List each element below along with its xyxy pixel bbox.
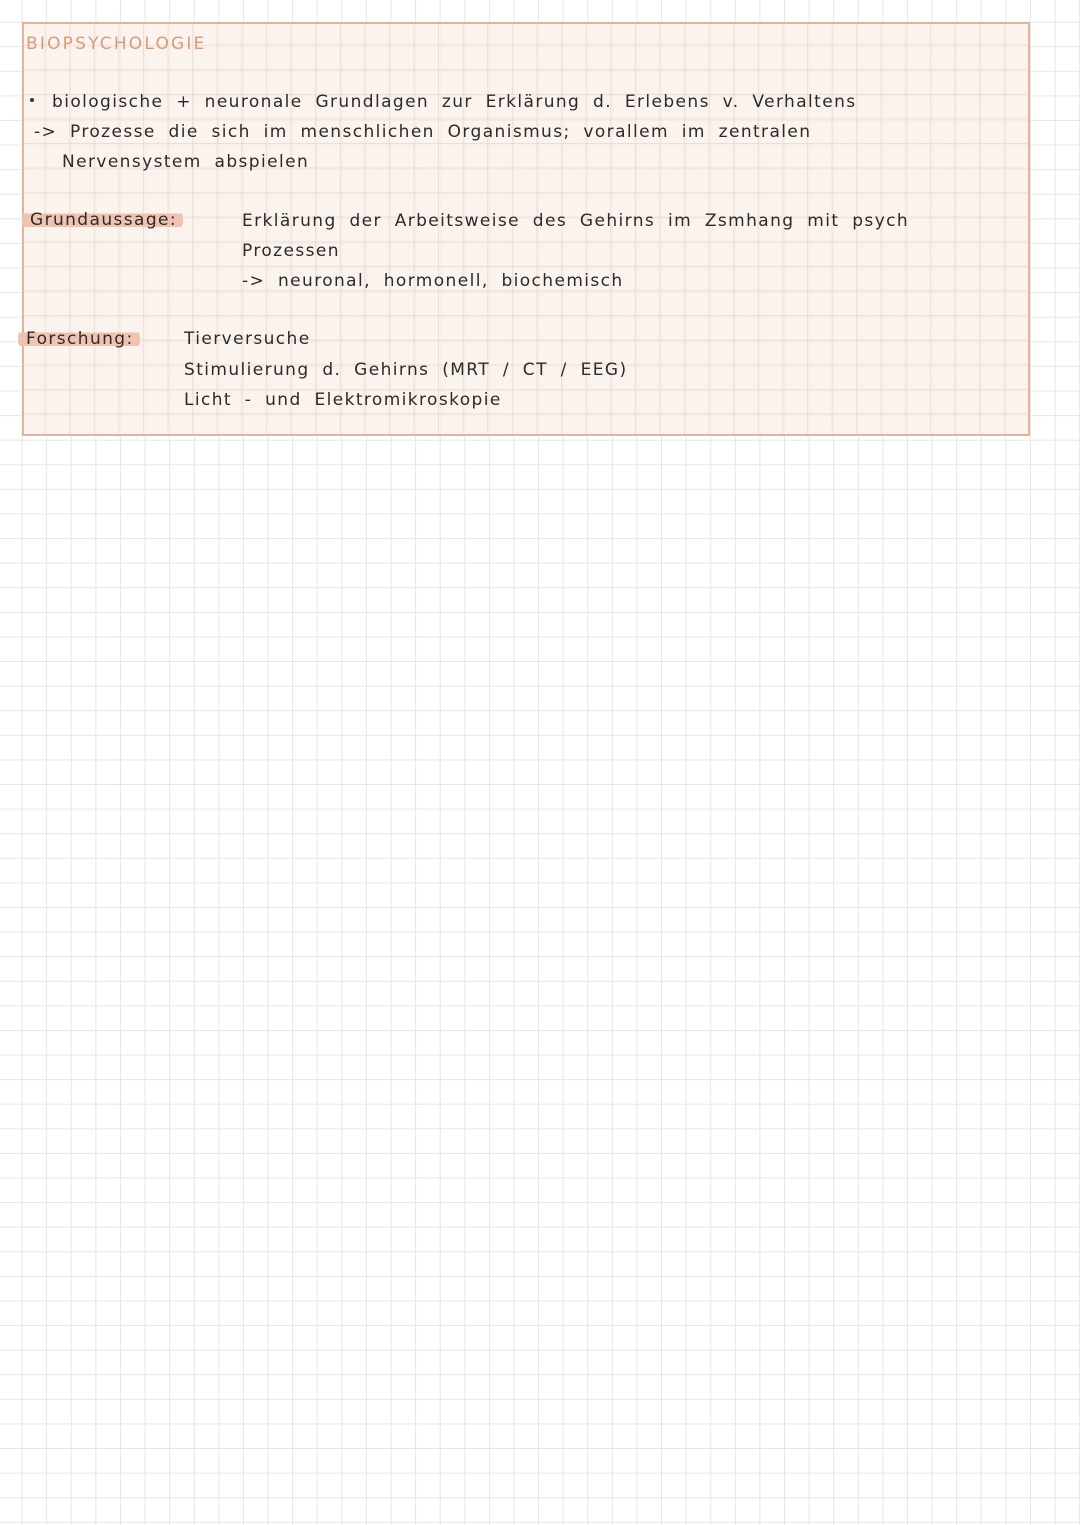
forschung-item-3: Licht - und Elektromikroskopie xyxy=(184,390,502,410)
intro-line-1: biologische + neuronale Grundlagen zur Erklärung d. Erlebens v. Verhaltens xyxy=(52,92,857,112)
grundaussage-line-3: -> neuronal, hormonell, biochemisch xyxy=(242,271,624,291)
forschung-item-2: Stimulierung d. Gehirns (MRT / CT / EEG) xyxy=(184,360,628,380)
intro-line-2: -> Prozesse die sich im menschlichen Organismus; vorallem im zentralen xyxy=(34,122,812,142)
intro-line-3: Nervensystem abspielen xyxy=(62,152,310,172)
forschung-item-1: Tierversuche xyxy=(184,329,311,349)
grundaussage-line-1: Erklärung der Arbeitsweise des Gehirns im Zsmhang mit psych xyxy=(242,211,910,231)
page-title: BIOPSYCHOLOGIE xyxy=(26,34,207,54)
grundaussage-line-2: Prozessen xyxy=(242,241,340,261)
forschung-label: Forschung: xyxy=(18,329,140,349)
grundaussage-label: Grundaussage: xyxy=(22,210,183,230)
bullet-dot xyxy=(30,98,34,102)
